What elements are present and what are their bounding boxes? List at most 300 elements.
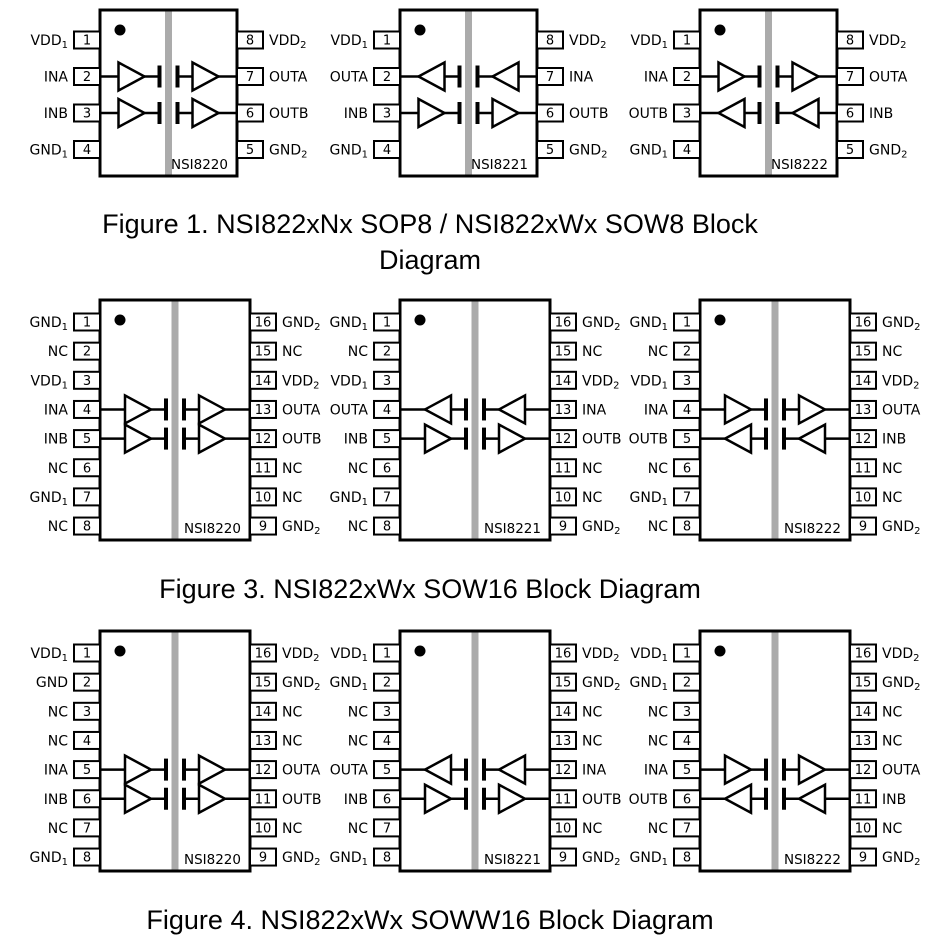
pin-7 bbox=[648, 819, 700, 837]
chip-diagram-nsi8222 bbox=[624, 2, 924, 192]
pin-1 bbox=[630, 645, 700, 665]
pin-number: 1 bbox=[382, 315, 392, 331]
pin-number: 12 bbox=[854, 763, 872, 779]
pin-number: 14 bbox=[554, 704, 572, 720]
pin-label: NC bbox=[347, 344, 368, 361]
pin-14 bbox=[550, 372, 620, 392]
pin-6 bbox=[44, 790, 100, 808]
pin-12 bbox=[550, 761, 607, 779]
pin-4 bbox=[44, 401, 100, 419]
pin-label: $VDD_2$ bbox=[569, 33, 607, 51]
pin-16 bbox=[850, 645, 920, 665]
pin-number: 8 bbox=[82, 850, 92, 866]
pin-5 bbox=[44, 430, 100, 448]
chip-part-number: NSI8221 bbox=[483, 521, 541, 537]
pin-label: NC bbox=[882, 460, 903, 477]
pin-14 bbox=[850, 703, 902, 721]
coupler-plate bbox=[758, 102, 762, 124]
chip-part-number: NSI8220 bbox=[170, 157, 228, 173]
figure-1-section bbox=[0, 2, 930, 278]
pin-number: 5 bbox=[682, 763, 692, 779]
pin-label: NC bbox=[582, 820, 603, 837]
pin-4 bbox=[648, 732, 700, 750]
pin-11 bbox=[550, 790, 621, 808]
pin-label: OUTB bbox=[582, 431, 622, 448]
coupler-plate bbox=[482, 759, 486, 781]
pin-label: NC bbox=[882, 344, 903, 361]
pin-label: NC bbox=[647, 704, 668, 721]
pin-label: $GND_2$ bbox=[882, 850, 921, 869]
figure-1-caption bbox=[0, 206, 860, 278]
pin-label: $GND_2$ bbox=[582, 315, 621, 333]
pin-1 bbox=[30, 645, 100, 665]
pin-label: NC bbox=[282, 704, 303, 721]
chip-cell-nsi8220 bbox=[24, 621, 324, 886]
pin-number: 7 bbox=[382, 490, 392, 506]
coupler-plate bbox=[482, 398, 486, 420]
pin-9 bbox=[550, 849, 620, 869]
pin-number: 8 bbox=[382, 850, 392, 866]
pin-5 bbox=[344, 430, 400, 448]
pin1-indicator-dot bbox=[715, 25, 726, 36]
pin-15 bbox=[850, 343, 902, 361]
pin-label: INA bbox=[582, 402, 607, 419]
coupler-plate bbox=[464, 788, 468, 810]
pin-label: INB bbox=[43, 431, 68, 448]
pin-4 bbox=[330, 401, 400, 419]
pin-number: 4 bbox=[682, 143, 692, 158]
isolation-barrier bbox=[772, 633, 779, 870]
pin-11 bbox=[250, 459, 302, 477]
coupler-plate bbox=[782, 788, 786, 810]
figure-4-section bbox=[0, 621, 930, 938]
pin-3 bbox=[630, 372, 700, 392]
chip-diagram-nsi8221 bbox=[324, 2, 624, 192]
pin-number: 4 bbox=[382, 402, 392, 418]
pin-8 bbox=[48, 518, 100, 536]
pin-9 bbox=[850, 849, 920, 869]
pin-4 bbox=[30, 141, 100, 161]
pin-number: 13 bbox=[554, 733, 572, 749]
pin-label: $GND_1$ bbox=[329, 142, 368, 161]
pin-15 bbox=[850, 674, 920, 694]
coupler-plate bbox=[782, 759, 786, 781]
pin-label: $VDD_1$ bbox=[30, 33, 68, 51]
pin-number: 2 bbox=[682, 675, 692, 691]
coupler-plate bbox=[182, 428, 186, 450]
pin-8 bbox=[30, 849, 100, 869]
pin-label: NC bbox=[582, 460, 603, 477]
chip-diagram-nsi8222 bbox=[624, 290, 924, 555]
pin-6 bbox=[629, 790, 700, 808]
pin-label: INA bbox=[582, 762, 607, 779]
pin-8 bbox=[837, 32, 907, 52]
pin-label: $GND_2$ bbox=[882, 519, 921, 538]
pin-label: INA bbox=[43, 402, 68, 419]
coupler-plate bbox=[482, 428, 486, 450]
isolation-barrier bbox=[165, 12, 172, 175]
pin-6 bbox=[648, 459, 700, 477]
pin-label: $VDD_2$ bbox=[869, 33, 907, 51]
pin-15 bbox=[250, 343, 302, 361]
pin-label: NC bbox=[582, 489, 603, 506]
coupler-plate bbox=[158, 102, 162, 124]
pin-label: $VDD_2$ bbox=[882, 373, 920, 392]
pin-number: 15 bbox=[854, 344, 872, 360]
pin-number: 3 bbox=[682, 373, 692, 389]
pin-number: 1 bbox=[82, 33, 92, 49]
pin-number: 15 bbox=[554, 675, 572, 691]
chip-diagram-nsi8221 bbox=[324, 621, 624, 886]
pin-number: 7 bbox=[82, 490, 92, 506]
pin-label: $GND_1$ bbox=[629, 489, 668, 508]
pin-label: NC bbox=[47, 820, 68, 837]
pin-number: 13 bbox=[854, 733, 872, 749]
pin-label: INB bbox=[43, 791, 68, 808]
pin-number: 11 bbox=[254, 792, 272, 808]
chip-cell-nsi8221 bbox=[324, 290, 624, 555]
pin-label: NC bbox=[282, 733, 303, 750]
pin-9 bbox=[850, 518, 920, 538]
pin-5 bbox=[644, 761, 700, 779]
chip-part-number: NSI8222 bbox=[783, 852, 841, 868]
pin-label: OUTA bbox=[282, 762, 321, 779]
isolation-barrier bbox=[765, 12, 772, 175]
pin-1 bbox=[330, 32, 400, 52]
pin-7 bbox=[837, 68, 908, 86]
chip-cell-nsi8220 bbox=[24, 290, 324, 555]
chip-part-number: NSI8221 bbox=[483, 852, 541, 868]
pin-4 bbox=[348, 732, 400, 750]
chip-diagram-nsi8220 bbox=[24, 290, 324, 555]
pin-label: NC bbox=[47, 344, 68, 361]
pin-number: 3 bbox=[382, 106, 392, 122]
pin-number: 14 bbox=[854, 373, 872, 389]
pin-label: $GND_1$ bbox=[629, 142, 668, 161]
pin-label: INB bbox=[43, 106, 68, 122]
pin-label: $GND_2$ bbox=[282, 850, 321, 869]
coupler-plate bbox=[458, 102, 462, 124]
pin-14 bbox=[550, 703, 602, 721]
pin1-indicator-dot bbox=[415, 315, 426, 326]
pin-number: 16 bbox=[854, 646, 872, 662]
pin-label: $VDD_1$ bbox=[630, 33, 668, 51]
pin-number: 3 bbox=[682, 106, 692, 122]
pin-3 bbox=[48, 703, 100, 721]
pin-12 bbox=[250, 761, 321, 779]
coupler-plate bbox=[464, 398, 468, 420]
isolation-barrier bbox=[172, 633, 179, 870]
pin-10 bbox=[850, 819, 902, 837]
pin-label: $GND_2$ bbox=[582, 519, 621, 538]
pin-number: 8 bbox=[845, 33, 855, 49]
pin-number: 15 bbox=[254, 344, 272, 360]
pin-number: 5 bbox=[845, 143, 855, 158]
pin-label: $GND_2$ bbox=[882, 675, 921, 694]
pin-label: $VDD_2$ bbox=[282, 646, 320, 664]
pin-number: 4 bbox=[682, 402, 692, 418]
pin-number: 2 bbox=[82, 344, 92, 360]
pin-number: 7 bbox=[382, 821, 392, 837]
pin-6 bbox=[48, 459, 100, 477]
pin-label: $VDD_1$ bbox=[30, 373, 68, 392]
pin-4 bbox=[48, 732, 100, 750]
pin-13 bbox=[550, 732, 602, 750]
pin-1 bbox=[330, 645, 400, 665]
pin-label: $GND_2$ bbox=[869, 142, 908, 161]
pin-number: 12 bbox=[854, 432, 872, 448]
pin-number: 3 bbox=[382, 704, 392, 720]
pin-label: NC bbox=[347, 704, 368, 721]
coupler-plate bbox=[764, 398, 768, 420]
pin-label: INB bbox=[343, 791, 368, 808]
pin-3 bbox=[30, 372, 100, 392]
pin-label: NC bbox=[647, 820, 668, 837]
pin-number: 11 bbox=[554, 461, 572, 477]
pin1-indicator-dot bbox=[415, 646, 426, 657]
pin-4 bbox=[330, 141, 400, 161]
pin-label: NC bbox=[47, 460, 68, 477]
pin-3 bbox=[330, 372, 400, 392]
pin1-indicator-dot bbox=[415, 25, 426, 36]
pin-9 bbox=[250, 849, 320, 869]
pin-label: $GND_1$ bbox=[629, 315, 668, 333]
pin-label: OUTA bbox=[869, 69, 908, 86]
pin-6 bbox=[237, 105, 308, 123]
pin-5 bbox=[837, 141, 907, 161]
caption-line: Figure 4. NSI822xWx SOWW16 Block Diagram bbox=[146, 905, 714, 935]
pin-10 bbox=[250, 488, 302, 506]
figure-4-chip-row bbox=[0, 621, 930, 886]
pin-number: 5 bbox=[382, 763, 392, 779]
pin-8 bbox=[237, 32, 307, 52]
pin-number: 2 bbox=[682, 344, 692, 360]
pin-number: 8 bbox=[82, 519, 92, 535]
pin-number: 9 bbox=[558, 519, 568, 535]
pin-16 bbox=[250, 645, 320, 665]
pin-label: NC bbox=[882, 820, 903, 837]
pin-14 bbox=[250, 372, 320, 392]
pin-11 bbox=[250, 790, 321, 808]
pin-number: 7 bbox=[245, 70, 255, 85]
pin-label: $VDD_1$ bbox=[630, 373, 668, 392]
coupler-plate bbox=[158, 66, 162, 88]
pin-10 bbox=[250, 819, 302, 837]
pin-label: NC bbox=[882, 733, 903, 750]
chip-cell-nsi8222 bbox=[624, 2, 924, 192]
pin-3 bbox=[629, 105, 700, 123]
pin-2 bbox=[648, 343, 700, 361]
pin-label: INB bbox=[869, 106, 894, 122]
pin-number: 3 bbox=[382, 373, 392, 389]
coupler-plate bbox=[182, 398, 186, 420]
pin-number: 6 bbox=[245, 106, 255, 122]
pin-label: $GND_2$ bbox=[582, 675, 621, 694]
pin-7 bbox=[237, 68, 308, 86]
coupler-plate bbox=[764, 759, 768, 781]
pin-label: NC bbox=[582, 344, 603, 361]
pin-13 bbox=[550, 401, 607, 419]
pin-label: $VDD_1$ bbox=[330, 33, 368, 51]
pin-number: 2 bbox=[82, 70, 92, 85]
pin-label: NC bbox=[882, 704, 903, 721]
pin-label: $VDD_1$ bbox=[330, 373, 368, 392]
coupler-plate bbox=[164, 759, 168, 781]
pin-label: INB bbox=[343, 106, 368, 122]
pin-number: 5 bbox=[82, 763, 92, 779]
pin-number: 9 bbox=[558, 850, 568, 866]
coupler-plate bbox=[476, 66, 480, 88]
pin-number: 15 bbox=[254, 675, 272, 691]
coupler-plate bbox=[164, 788, 168, 810]
pin-number: 8 bbox=[382, 519, 392, 535]
pin-10 bbox=[850, 488, 902, 506]
pin-7 bbox=[537, 68, 594, 86]
pin-9 bbox=[550, 518, 620, 538]
pin-label: INA bbox=[43, 762, 68, 779]
pin-label: OUTB bbox=[628, 791, 668, 808]
pin-number: 5 bbox=[245, 143, 255, 158]
figure-3-chip-row bbox=[0, 290, 930, 555]
pin-number: 3 bbox=[82, 373, 92, 389]
pin-6 bbox=[537, 105, 608, 123]
pin-number: 6 bbox=[82, 792, 92, 808]
pin-label: NC bbox=[282, 820, 303, 837]
pin-label: NC bbox=[647, 344, 668, 361]
coupler-plate bbox=[176, 66, 180, 88]
pin-number: 6 bbox=[82, 461, 92, 477]
pin-number: 11 bbox=[254, 461, 272, 477]
coupler-plate bbox=[458, 66, 462, 88]
chip-cell-nsi8221 bbox=[324, 2, 624, 192]
pin-13 bbox=[250, 732, 302, 750]
pin-number: 10 bbox=[254, 490, 272, 506]
chip-part-number: NSI8220 bbox=[183, 521, 241, 537]
pin-number: 10 bbox=[554, 821, 572, 837]
pin-label: NC bbox=[282, 344, 303, 361]
pin-label: OUTA bbox=[329, 762, 368, 779]
pin-label: NC bbox=[347, 519, 368, 536]
pin-label: $GND_2$ bbox=[582, 850, 621, 869]
pin-number: 2 bbox=[682, 70, 692, 85]
pin-7 bbox=[30, 488, 100, 508]
pin-13 bbox=[850, 401, 921, 419]
pin-2 bbox=[48, 343, 100, 361]
pin-number: 12 bbox=[254, 763, 272, 779]
pin-14 bbox=[250, 703, 302, 721]
pin-8 bbox=[537, 32, 607, 52]
pin-number: 5 bbox=[382, 432, 392, 448]
pin-number: 6 bbox=[545, 106, 555, 122]
pin-number: 8 bbox=[682, 850, 692, 866]
pin-label: $GND_1$ bbox=[329, 850, 368, 869]
chip-diagram-nsi8220 bbox=[24, 2, 324, 192]
figure-3-section bbox=[0, 290, 930, 607]
pin-5 bbox=[44, 761, 100, 779]
pin-6 bbox=[348, 459, 400, 477]
pin-label: NC bbox=[882, 489, 903, 506]
pin-5 bbox=[629, 430, 700, 448]
pin-number: 1 bbox=[382, 33, 392, 49]
pin-number: 5 bbox=[682, 432, 692, 448]
pin-label: $VDD_1$ bbox=[30, 646, 68, 664]
pin-number: 10 bbox=[854, 490, 872, 506]
coupler-plate bbox=[476, 102, 480, 124]
pin-number: 7 bbox=[682, 821, 692, 837]
pin-11 bbox=[850, 790, 906, 808]
pin-label: $GND_2$ bbox=[569, 142, 608, 161]
pin-number: 16 bbox=[254, 315, 272, 331]
pin-10 bbox=[550, 819, 602, 837]
pin-label: NC bbox=[47, 704, 68, 721]
pin-number: 7 bbox=[82, 821, 92, 837]
pin-number: 6 bbox=[382, 792, 392, 808]
pin-label: INB bbox=[882, 791, 907, 808]
pin-label: OUTB bbox=[569, 106, 609, 122]
pin-15 bbox=[250, 674, 320, 694]
pin-number: 4 bbox=[382, 143, 392, 158]
pin-number: 5 bbox=[82, 432, 92, 448]
pin-16 bbox=[550, 645, 620, 665]
pin-11 bbox=[550, 459, 602, 477]
pin-label: $VDD_2$ bbox=[282, 373, 320, 392]
coupler-plate bbox=[182, 759, 186, 781]
pin-7 bbox=[330, 488, 400, 508]
pin-number: 12 bbox=[554, 432, 572, 448]
pin-label: NC bbox=[582, 733, 603, 750]
pin-1 bbox=[30, 314, 100, 334]
pin-label: OUTA bbox=[329, 402, 368, 419]
pin-label: INA bbox=[43, 69, 68, 86]
figure-4-caption bbox=[0, 902, 860, 938]
pin-label: NC bbox=[47, 519, 68, 536]
chip-part-number: NSI8221 bbox=[470, 157, 528, 173]
pin-number: 9 bbox=[858, 850, 868, 866]
pin-5 bbox=[537, 141, 607, 161]
pin-3 bbox=[344, 105, 400, 123]
pin-number: 14 bbox=[254, 373, 272, 389]
pin-number: 15 bbox=[554, 344, 572, 360]
pin-number: 4 bbox=[82, 733, 92, 749]
coupler-plate bbox=[764, 428, 768, 450]
pin-15 bbox=[550, 674, 620, 694]
pin-7 bbox=[630, 488, 700, 508]
pin-number: 10 bbox=[254, 821, 272, 837]
isolation-barrier bbox=[772, 302, 779, 539]
isolation-barrier bbox=[172, 302, 179, 539]
pin-number: 10 bbox=[554, 490, 572, 506]
pin-7 bbox=[348, 819, 400, 837]
pin-label: NC bbox=[282, 460, 303, 477]
pin-8 bbox=[330, 849, 400, 869]
pin-2 bbox=[330, 674, 400, 694]
pin-label: OUTA bbox=[282, 402, 321, 419]
pin-label: OUTA bbox=[882, 762, 921, 779]
pin-label: NC bbox=[582, 704, 603, 721]
pin-label: OUTB bbox=[628, 106, 668, 122]
pin-number: 11 bbox=[854, 792, 872, 808]
isolation-barrier bbox=[472, 633, 479, 870]
pin-label: NC bbox=[347, 460, 368, 477]
pin-label: $GND_1$ bbox=[329, 675, 368, 694]
pin-number: 9 bbox=[858, 519, 868, 535]
caption-line: Figure 3. NSI822xWx SOW16 Block Diagram bbox=[159, 574, 701, 604]
pin-label: OUTB bbox=[282, 431, 322, 448]
pin-label: $GND_1$ bbox=[329, 315, 368, 333]
pin-label: NC bbox=[647, 733, 668, 750]
pin-1 bbox=[330, 314, 400, 334]
pin-label: OUTB bbox=[269, 106, 309, 122]
